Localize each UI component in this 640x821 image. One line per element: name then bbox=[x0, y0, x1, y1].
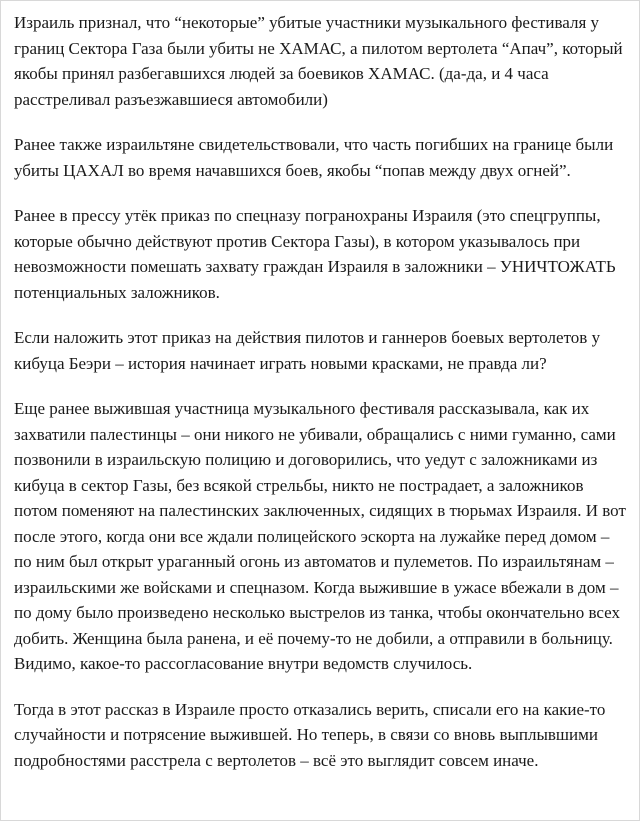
article-paragraph: Если наложить этот приказ на действия пилотов и ганнеров боевых вертолетов у кибуца Беэри – история начинает играть новыми красками, не правда ли? bbox=[14, 328, 601, 373]
article-paragraph: Тогда в этот рассказ в Израиле просто отказались верить, списали его на какие-то случайности и потрясение выжившей. Но теперь, в связи со вновь выплывшими подробностями расстрела с вертолетов – всё это выглядит совсем иначе. bbox=[14, 699, 606, 770]
article-paragraph: Ранее также израильтяне свидетельствовали, что часть погибших на границе были убиты ЦАХАЛ во время начавшихся боев, якобы “попав между двух огней”. bbox=[14, 135, 614, 180]
article-paragraph: Израиль признал, что “некоторые” убитые участники музыкального фестиваля у границ Сектора Газа были убиты не ХАМАС, а пилотом вертолета “Апач”, который якобы принял разбегавшихся людей за боевиков ХАМАС. (да-да, и 4 часа расстреливал разъезжавшиеся автомобили) bbox=[14, 13, 623, 109]
article-paragraph: Ранее в прессу утёк приказ по спецназу погранохраны Израиля (это спецгруппы, которые обычно действуют против Сектора Газы), в котором указывалось при невозможности помешать захвату граждан Израиля в заложники – УНИЧТОЖАТЬ потенциальных заложников. bbox=[14, 206, 616, 302]
article-body bbox=[14, 10, 626, 773]
article-paragraph: Еще ранее выжившая участница музыкального фестиваля рассказывала, как их захватили палестинцы – они никого не убивали, обращались с ними гуманно, сами позвонили в израильскую полицию и договорились, что уедут с заложниками из кибуца в сектор Газы, без всякой стрельбы, никто не пострадает, а заложников потом поменяют на палестинских заключенных, сидящих в тюрьмах Израиля. И вот после этого, когда они все ждали полицейского эскорта на лужайке перед домом – по ним был открыт ураганный огонь из автоматов и пулеметов. По израильтянам – израильскими же войсками и спецназом. Когда выжившие в ужасе вбежали в дом – по дому было произведено несколько выстрелов из танка, чтобы окончательно всех добить. Женщина была ранена, и её почему-то не добили, а отправили в больницу. Видимо, какое-то рассогласование внутри ведомств случилось. bbox=[14, 399, 626, 673]
